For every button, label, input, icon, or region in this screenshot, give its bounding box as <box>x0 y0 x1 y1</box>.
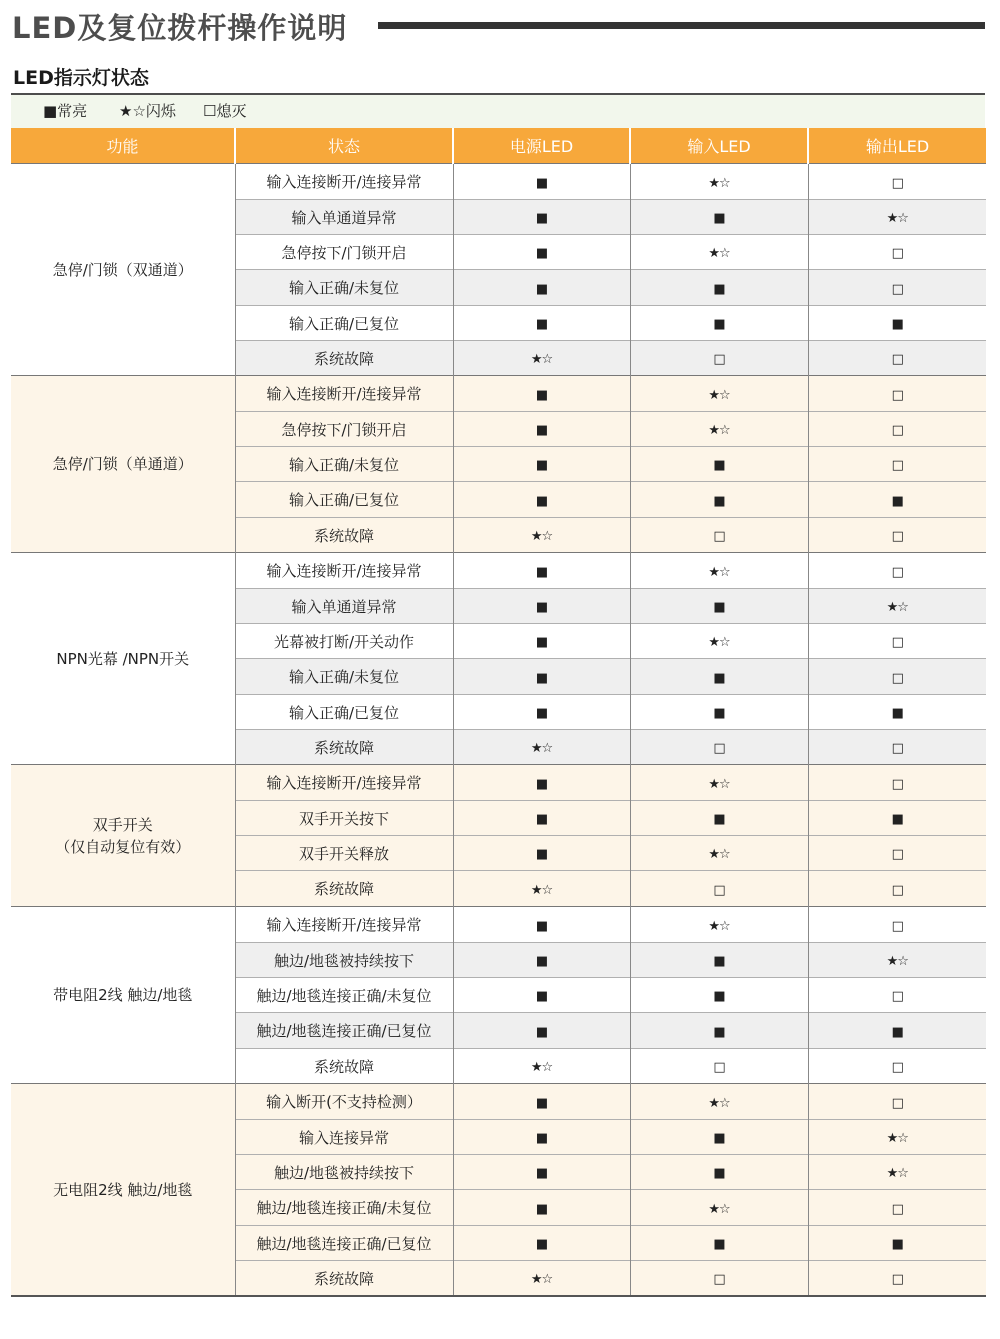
power-led-cell <box>453 659 630 695</box>
led-indicator-symbol: ■ <box>713 458 725 473</box>
state-cell <box>235 730 453 765</box>
led-indicator-symbol: ■ <box>535 211 548 226</box>
led-indicator-symbol: □ <box>891 741 903 756</box>
output-led-cell <box>808 659 986 695</box>
power-led-cell <box>453 164 630 200</box>
input-led-cell <box>630 624 808 659</box>
input-led-cell <box>630 482 808 518</box>
input-led-cell <box>630 1013 808 1049</box>
output-led-cell <box>808 801 986 836</box>
power-led-cell <box>453 907 630 943</box>
output-led-cell <box>808 200 986 235</box>
led-indicator-symbol: □ <box>891 635 903 650</box>
led-indicator-symbol: ■ <box>535 493 548 509</box>
table-header-row <box>11 128 986 164</box>
input-led-cell <box>630 1049 808 1084</box>
output-led-cell <box>808 943 986 978</box>
state-cell <box>235 765 453 801</box>
column-header-output-led: 输出LED <box>808 128 986 164</box>
led-indicator-symbol: ■ <box>891 812 903 827</box>
input-led-cell <box>630 1190 808 1226</box>
output-led-cell <box>808 1013 986 1049</box>
input-led-cell <box>630 200 808 235</box>
output-led-cell <box>808 447 986 482</box>
led-indicator-symbol: □ <box>891 281 903 297</box>
led-indicator-symbol: ★☆ <box>530 529 553 544</box>
function-cell <box>11 907 235 1084</box>
led-indicator-symbol: ■ <box>891 1237 903 1252</box>
state-label: 触边/地毯连接正确/未复位 <box>256 986 432 1005</box>
state-label: 触边/地毯连接正确/已复位 <box>256 1234 432 1253</box>
led-indicator-symbol: ■ <box>535 458 548 473</box>
input-led-cell <box>630 518 808 553</box>
output-led-cell <box>808 589 986 624</box>
state-label: 输入正确/已复位 <box>288 314 400 333</box>
state-label: 输入连接断开/连接异常 <box>266 562 422 580</box>
led-indicator-symbol: ■ <box>535 1237 548 1252</box>
state-label: 输入正确/未复位 <box>288 455 400 474</box>
led-indicator-symbol: ★☆ <box>708 246 730 261</box>
state-label: 触边/地毯连接正确/已复位 <box>256 1022 432 1040</box>
function-cell <box>11 376 235 553</box>
led-indicator-symbol: □ <box>891 458 903 473</box>
power-led-cell <box>453 1155 630 1190</box>
function-label: 带电阻2线 触边/地毯 <box>53 986 193 1004</box>
led-indicator-symbol: ★☆ <box>708 1201 730 1217</box>
led-indicator-symbol: ★☆ <box>886 1166 908 1181</box>
state-cell <box>235 447 453 482</box>
state-cell <box>235 306 453 341</box>
input-led-cell <box>630 412 808 447</box>
input-led-cell <box>630 765 808 801</box>
output-led-cell <box>808 553 986 589</box>
led-status-table <box>11 128 986 1297</box>
input-led-cell <box>630 1120 808 1155</box>
power-led-cell <box>453 1190 630 1226</box>
input-led-cell <box>630 589 808 624</box>
function-label: 急停/门锁（双通道） <box>52 260 193 279</box>
led-indicator-symbol: ■ <box>713 317 725 332</box>
input-led-cell <box>630 447 808 482</box>
led-indicator-symbol: □ <box>891 423 903 438</box>
power-led-cell <box>453 482 630 518</box>
state-cell <box>235 589 453 624</box>
output-led-cell <box>808 270 986 306</box>
led-indicator-symbol: ★☆ <box>708 918 730 934</box>
state-cell <box>235 836 453 871</box>
led-indicator-symbol: ■ <box>713 989 725 1004</box>
state-cell <box>235 1084 453 1120</box>
led-indicator-symbol: ■ <box>535 175 548 191</box>
state-cell <box>235 1155 453 1190</box>
state-label: 双手开关释放 <box>298 844 389 863</box>
led-indicator-symbol: ■ <box>713 1131 725 1146</box>
led-indicator-symbol: □ <box>713 529 725 544</box>
input-led-cell <box>630 164 808 200</box>
power-led-cell <box>453 1120 630 1155</box>
led-indicator-symbol: ■ <box>535 246 548 261</box>
led-indicator-symbol: ■ <box>535 387 548 403</box>
state-label: 系统故障 <box>313 738 374 757</box>
led-indicator-symbol: ★☆ <box>886 1131 908 1146</box>
output-led-cell <box>808 836 986 871</box>
led-indicator-symbol: ★☆ <box>530 1060 553 1075</box>
state-label: 触边/地毯被持续按下 <box>273 951 415 970</box>
state-label: 输入单通道异常 <box>291 597 397 616</box>
state-cell <box>235 1120 453 1155</box>
led-indicator-symbol: □ <box>713 352 725 367</box>
output-led-cell <box>808 412 986 447</box>
state-cell <box>235 376 453 412</box>
power-led-cell <box>453 836 630 871</box>
power-led-cell <box>453 376 630 412</box>
led-indicator-symbol: □ <box>891 670 903 686</box>
state-cell <box>235 341 453 376</box>
output-led-cell <box>808 164 986 200</box>
state-cell <box>235 907 453 943</box>
column-header-power-led: 电源LED <box>453 128 630 164</box>
led-indicator-symbol: ■ <box>713 670 725 686</box>
led-indicator-symbol: ★☆ <box>708 847 730 862</box>
input-led-cell <box>630 978 808 1013</box>
state-cell <box>235 659 453 695</box>
output-led-cell <box>808 518 986 553</box>
input-led-cell <box>630 1084 808 1120</box>
state-cell <box>235 695 453 730</box>
led-indicator-symbol: □ <box>713 1060 725 1075</box>
power-led-cell <box>453 1226 630 1261</box>
page-title: LED及复位拨杆操作说明 <box>12 11 348 45</box>
led-indicator-symbol: ★☆ <box>886 954 908 969</box>
function-group <box>11 164 986 376</box>
state-cell <box>235 235 453 270</box>
function-label-note: （仅自动复位有效） <box>55 837 191 856</box>
output-led-cell <box>808 1049 986 1084</box>
power-led-cell <box>453 1261 630 1297</box>
state-label: 输入断开(不支持检测） <box>266 1093 422 1111</box>
led-indicator-symbol: ★☆ <box>708 1095 730 1111</box>
input-led-cell <box>630 1261 808 1297</box>
state-label: 系统故障 <box>313 1269 374 1288</box>
led-indicator-symbol: ■ <box>535 776 548 792</box>
led-indicator-symbol: □ <box>713 882 725 898</box>
state-label: 输入正确/已复位 <box>288 491 400 509</box>
function-label: NPN光幕 /NPN开关 <box>56 649 190 668</box>
column-header-function: 功能 <box>11 128 235 164</box>
led-indicator-symbol: □ <box>891 918 903 934</box>
power-led-cell <box>453 589 630 624</box>
led-indicator-symbol: ■ <box>535 281 548 297</box>
led-indicator-symbol: □ <box>891 1272 903 1287</box>
state-cell <box>235 1226 453 1261</box>
state-cell <box>235 1013 453 1049</box>
power-led-cell <box>453 412 630 447</box>
power-led-cell <box>453 978 630 1013</box>
state-cell <box>235 412 453 447</box>
led-indicator-symbol: □ <box>891 1201 903 1217</box>
function-label: 无电阻2线 触边/地毯 <box>53 1180 193 1199</box>
state-cell <box>235 164 453 200</box>
led-indicator-symbol: ■ <box>535 812 548 827</box>
function-group <box>11 765 986 907</box>
state-label: 急停按下/门锁开启 <box>281 243 407 262</box>
led-indicator-symbol: ★☆ <box>708 387 730 403</box>
led-indicator-symbol: □ <box>891 989 903 1004</box>
function-group <box>11 907 986 1084</box>
input-led-cell <box>630 659 808 695</box>
state-cell <box>235 200 453 235</box>
table-row <box>11 164 986 200</box>
power-led-cell <box>453 553 630 589</box>
power-led-cell <box>453 695 630 730</box>
led-indicator-symbol: ■ <box>535 670 548 686</box>
state-label: 触边/地毯连接正确/未复位 <box>256 1199 432 1217</box>
led-indicator-symbol: ★☆ <box>530 352 553 367</box>
power-led-cell <box>453 1049 630 1084</box>
led-indicator-symbol: ■ <box>535 847 548 862</box>
led-indicator-symbol: ■ <box>713 706 725 721</box>
function-cell <box>11 1084 235 1297</box>
state-label: 输入正确/已复位 <box>288 703 400 722</box>
led-indicator-symbol: ■ <box>713 211 725 226</box>
output-led-cell <box>808 376 986 412</box>
table-row <box>11 907 986 943</box>
state-cell <box>235 518 453 553</box>
power-led-cell <box>453 1013 630 1049</box>
power-led-cell <box>453 518 630 553</box>
input-led-cell <box>630 943 808 978</box>
state-label: 系统故障 <box>313 349 374 368</box>
table-row <box>11 765 986 801</box>
led-indicator-symbol: □ <box>891 352 903 367</box>
state-cell <box>235 801 453 836</box>
input-led-cell <box>630 341 808 376</box>
state-label: 输入连接异常 <box>298 1128 389 1147</box>
led-indicator-symbol: ★☆ <box>708 564 730 580</box>
power-led-cell <box>453 943 630 978</box>
state-cell <box>235 1190 453 1226</box>
input-led-cell <box>630 801 808 836</box>
led-indicator-symbol: ■ <box>713 493 725 509</box>
function-group <box>11 553 986 765</box>
state-cell <box>235 553 453 589</box>
state-cell <box>235 871 453 907</box>
input-led-cell <box>630 376 808 412</box>
output-led-cell <box>808 765 986 801</box>
input-led-cell <box>630 836 808 871</box>
output-led-cell <box>808 306 986 341</box>
led-indicator-symbol: □ <box>891 175 903 191</box>
led-indicator-symbol: □ <box>891 564 903 580</box>
led-indicator-symbol: ■ <box>713 1237 725 1252</box>
state-label: 输入连接断开/连接异常 <box>266 385 422 403</box>
function-group <box>11 376 986 553</box>
led-indicator-symbol: ★☆ <box>708 635 730 650</box>
power-led-cell <box>453 765 630 801</box>
state-label: 系统故障 <box>313 1057 374 1076</box>
led-indicator-symbol: □ <box>891 246 903 261</box>
power-led-cell <box>453 235 630 270</box>
led-indicator-symbol: □ <box>713 741 725 756</box>
led-indicator-symbol: ■ <box>535 1166 548 1181</box>
state-cell <box>235 624 453 659</box>
led-indicator-symbol: ■ <box>535 564 548 580</box>
state-cell <box>235 270 453 306</box>
led-indicator-symbol: □ <box>713 1272 725 1287</box>
title-rule <box>378 22 985 29</box>
led-indicator-symbol: □ <box>891 1095 903 1111</box>
input-led-cell <box>630 1155 808 1190</box>
led-indicator-symbol: ■ <box>535 989 548 1004</box>
power-led-cell <box>453 1084 630 1120</box>
led-indicator-symbol: ★☆ <box>530 882 553 898</box>
input-led-cell <box>630 695 808 730</box>
led-indicator-symbol: ■ <box>713 1024 725 1040</box>
power-led-cell <box>453 801 630 836</box>
led-indicator-symbol: ★☆ <box>530 1272 553 1287</box>
state-label: 输入正确/未复位 <box>288 668 400 686</box>
state-cell <box>235 943 453 978</box>
led-indicator-symbol: ■ <box>713 954 725 969</box>
state-label: 输入单通道异常 <box>291 208 397 227</box>
state-label: 输入正确/未复位 <box>288 279 400 297</box>
state-cell <box>235 1261 453 1297</box>
output-led-cell <box>808 1120 986 1155</box>
led-indicator-symbol: ■ <box>535 423 548 438</box>
led-indicator-symbol: ★☆ <box>708 423 730 438</box>
led-indicator-symbol: ■ <box>713 600 725 615</box>
power-led-cell <box>453 871 630 907</box>
led-indicator-symbol: ■ <box>891 493 903 509</box>
output-led-cell <box>808 235 986 270</box>
table-row <box>11 376 986 412</box>
input-led-cell <box>630 907 808 943</box>
led-indicator-symbol: ★☆ <box>886 211 908 226</box>
function-cell <box>11 765 235 907</box>
power-led-cell <box>453 447 630 482</box>
output-led-cell <box>808 341 986 376</box>
table-row <box>11 1084 986 1120</box>
input-led-cell <box>630 553 808 589</box>
input-led-cell <box>630 235 808 270</box>
led-indicator-symbol: ■ <box>535 1131 548 1146</box>
legend-off: ☐熄灭 <box>203 102 247 120</box>
table-row <box>11 553 986 589</box>
led-indicator-symbol: ★☆ <box>708 776 730 792</box>
state-label: 急停按下/门锁开启 <box>281 420 407 439</box>
led-indicator-symbol: ■ <box>713 812 725 827</box>
function-cell <box>11 164 235 376</box>
input-led-cell <box>630 306 808 341</box>
led-indicator-symbol: ★☆ <box>708 175 730 191</box>
power-led-cell <box>453 306 630 341</box>
led-indicator-symbol: ■ <box>535 1201 548 1217</box>
output-led-cell <box>808 871 986 907</box>
led-indicator-symbol: ■ <box>891 1024 903 1040</box>
output-led-cell <box>808 1155 986 1190</box>
led-indicator-symbol: ■ <box>535 1095 548 1111</box>
function-cell <box>11 553 235 765</box>
column-header-state: 状态 <box>235 128 453 164</box>
state-label: 双手开关按下 <box>298 809 389 828</box>
section-title: LED指示灯状态 <box>13 67 149 89</box>
legend-bar <box>11 93 985 128</box>
power-led-cell <box>453 270 630 306</box>
input-led-cell <box>630 730 808 765</box>
input-led-cell <box>630 871 808 907</box>
state-label: 光幕被打断/开关动作 <box>273 632 415 651</box>
led-indicator-symbol: ■ <box>713 1166 725 1181</box>
led-indicator-symbol: ■ <box>535 1024 548 1040</box>
led-indicator-symbol: ■ <box>891 706 903 721</box>
state-cell <box>235 482 453 518</box>
column-header-input-led: 输入LED <box>630 128 808 164</box>
output-led-cell <box>808 978 986 1013</box>
output-led-cell <box>808 1190 986 1226</box>
led-indicator-symbol: ★☆ <box>886 600 908 615</box>
power-led-cell <box>453 341 630 376</box>
function-group <box>11 1084 986 1297</box>
output-led-cell <box>808 907 986 943</box>
output-led-cell <box>808 624 986 659</box>
led-indicator-symbol: ■ <box>891 317 903 332</box>
led-indicator-symbol: ■ <box>535 635 548 650</box>
led-indicator-symbol: □ <box>891 529 903 544</box>
function-label: 急停/门锁（单通道） <box>52 455 193 473</box>
output-led-cell <box>808 730 986 765</box>
output-led-cell <box>808 1226 986 1261</box>
state-cell <box>235 978 453 1013</box>
state-label: 系统故障 <box>313 880 374 898</box>
state-label: 输入连接断开/连接异常 <box>266 774 422 792</box>
input-led-cell <box>630 1226 808 1261</box>
led-indicator-symbol: □ <box>891 882 903 898</box>
state-label: 系统故障 <box>313 526 374 545</box>
function-label: 双手开关 <box>92 815 153 834</box>
input-led-cell <box>630 270 808 306</box>
legend-blinking: ★☆闪烁 <box>119 102 176 120</box>
led-indicator-symbol: ■ <box>535 317 548 332</box>
led-indicator-symbol: ■ <box>535 706 548 721</box>
output-led-cell <box>808 1261 986 1297</box>
led-indicator-symbol: □ <box>891 1060 903 1075</box>
power-led-cell <box>453 730 630 765</box>
led-indicator-symbol: ■ <box>535 954 548 969</box>
led-indicator-symbol: □ <box>891 387 903 403</box>
output-led-cell <box>808 482 986 518</box>
led-indicator-symbol: ■ <box>713 281 725 297</box>
output-led-cell <box>808 695 986 730</box>
output-led-cell <box>808 1084 986 1120</box>
power-led-cell <box>453 624 630 659</box>
state-label: 输入连接断开/连接异常 <box>266 173 422 191</box>
state-label: 触边/地毯被持续按下 <box>273 1163 415 1182</box>
led-indicator-symbol: ■ <box>535 600 548 615</box>
led-indicator-symbol: □ <box>891 776 903 792</box>
legend-steady-on: ■常亮 <box>43 102 88 120</box>
led-indicator-symbol: □ <box>891 847 903 862</box>
led-indicator-symbol: ★☆ <box>530 741 553 756</box>
state-label: 输入连接断开/连接异常 <box>266 916 422 934</box>
power-led-cell <box>453 200 630 235</box>
state-cell <box>235 1049 453 1084</box>
led-indicator-symbol: ■ <box>535 918 548 934</box>
